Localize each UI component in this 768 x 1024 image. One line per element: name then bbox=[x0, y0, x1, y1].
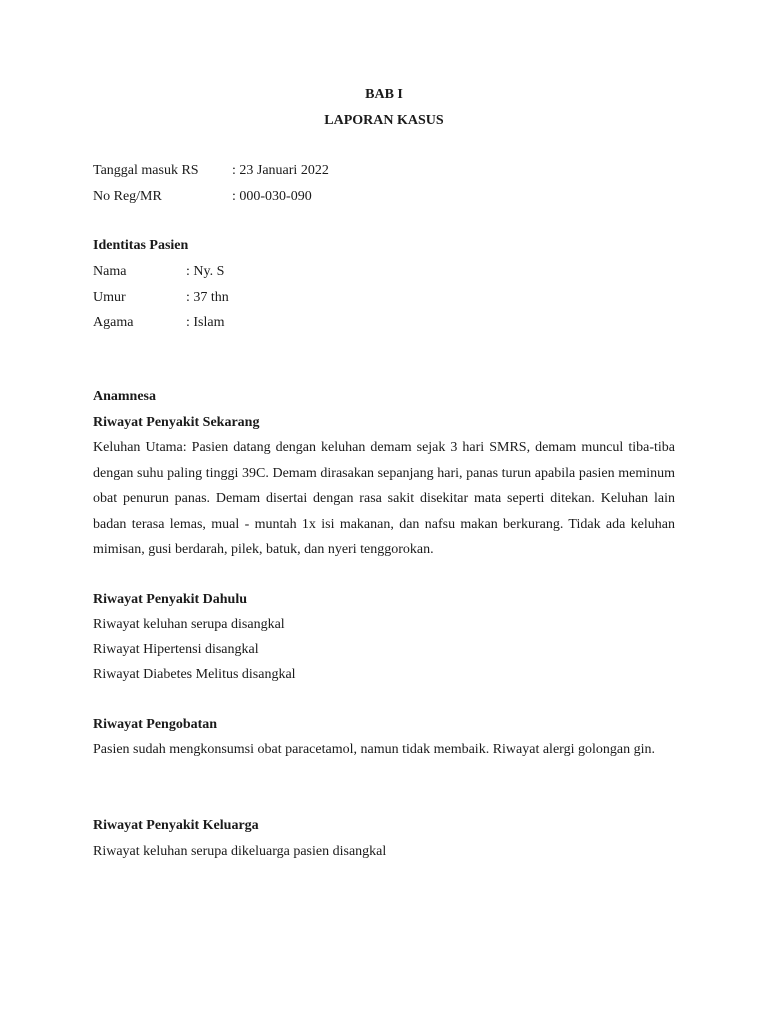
registration-label: No Reg/MR bbox=[93, 189, 162, 204]
past-illness-line: Riwayat Diabetes Melitus disangkal bbox=[93, 667, 296, 682]
patient-name-label: Nama bbox=[93, 264, 127, 279]
chapter-heading: BAB I bbox=[365, 87, 403, 102]
patient-identity-heading: Identitas Pasien bbox=[93, 238, 189, 253]
patient-name-value: : Ny. S bbox=[186, 264, 225, 279]
family-history-heading: Riwayat Penyakit Keluarga bbox=[93, 818, 259, 833]
medication-text: Pasien sudah mengkonsumsi obat paracetamol, namun tidak membaik. Riwayat alergi golongan gin. bbox=[93, 742, 655, 757]
report-title: LAPORAN KASUS bbox=[324, 113, 444, 128]
current-illness-heading: Riwayat Penyakit Sekarang bbox=[93, 415, 260, 430]
admission-date-label: Tanggal masuk RS bbox=[93, 163, 199, 178]
patient-age-value: : 37 thn bbox=[186, 290, 229, 305]
patient-religion-label: Agama bbox=[93, 315, 134, 330]
registration-value: : 000-030-090 bbox=[232, 189, 312, 204]
past-illness-heading: Riwayat Penyakit Dahulu bbox=[93, 592, 248, 607]
family-history-line: Riwayat keluhan serupa dikeluarga pasien disangkal bbox=[93, 844, 387, 859]
patient-religion-value: : Islam bbox=[186, 315, 225, 330]
medication-heading: Riwayat Pengobatan bbox=[93, 717, 218, 732]
past-illness-line: Riwayat keluhan serupa disangkal bbox=[93, 617, 285, 632]
patient-age-label: Umur bbox=[93, 290, 126, 305]
past-illness-line: Riwayat Hipertensi disangkal bbox=[93, 642, 259, 657]
current-illness-text: Keluhan Utama: Pasien datang dengan keluhan demam sejak 3 hari SMRS, demam muncul tiba-tiba dengan suhu paling tinggi 39C. Demam dirasakan sepanjang hari, panas turun apabila pasien meminum obat penurun panas. Demam disertai dengan rasa sakit disekitar mata seperti ditekan. Keluhan lain badan terasa lemas, mual - muntah 1x isi makanan, dan nafsu makan berkurang. Tidak ada keluhan mimisan, gusi berdarah, pilek, batuk, dan nyeri tenggorokan. bbox=[93, 440, 675, 557]
anamnesis-heading: Anamnesa bbox=[93, 389, 157, 404]
admission-date-value: : 23 Januari 2022 bbox=[232, 163, 329, 178]
